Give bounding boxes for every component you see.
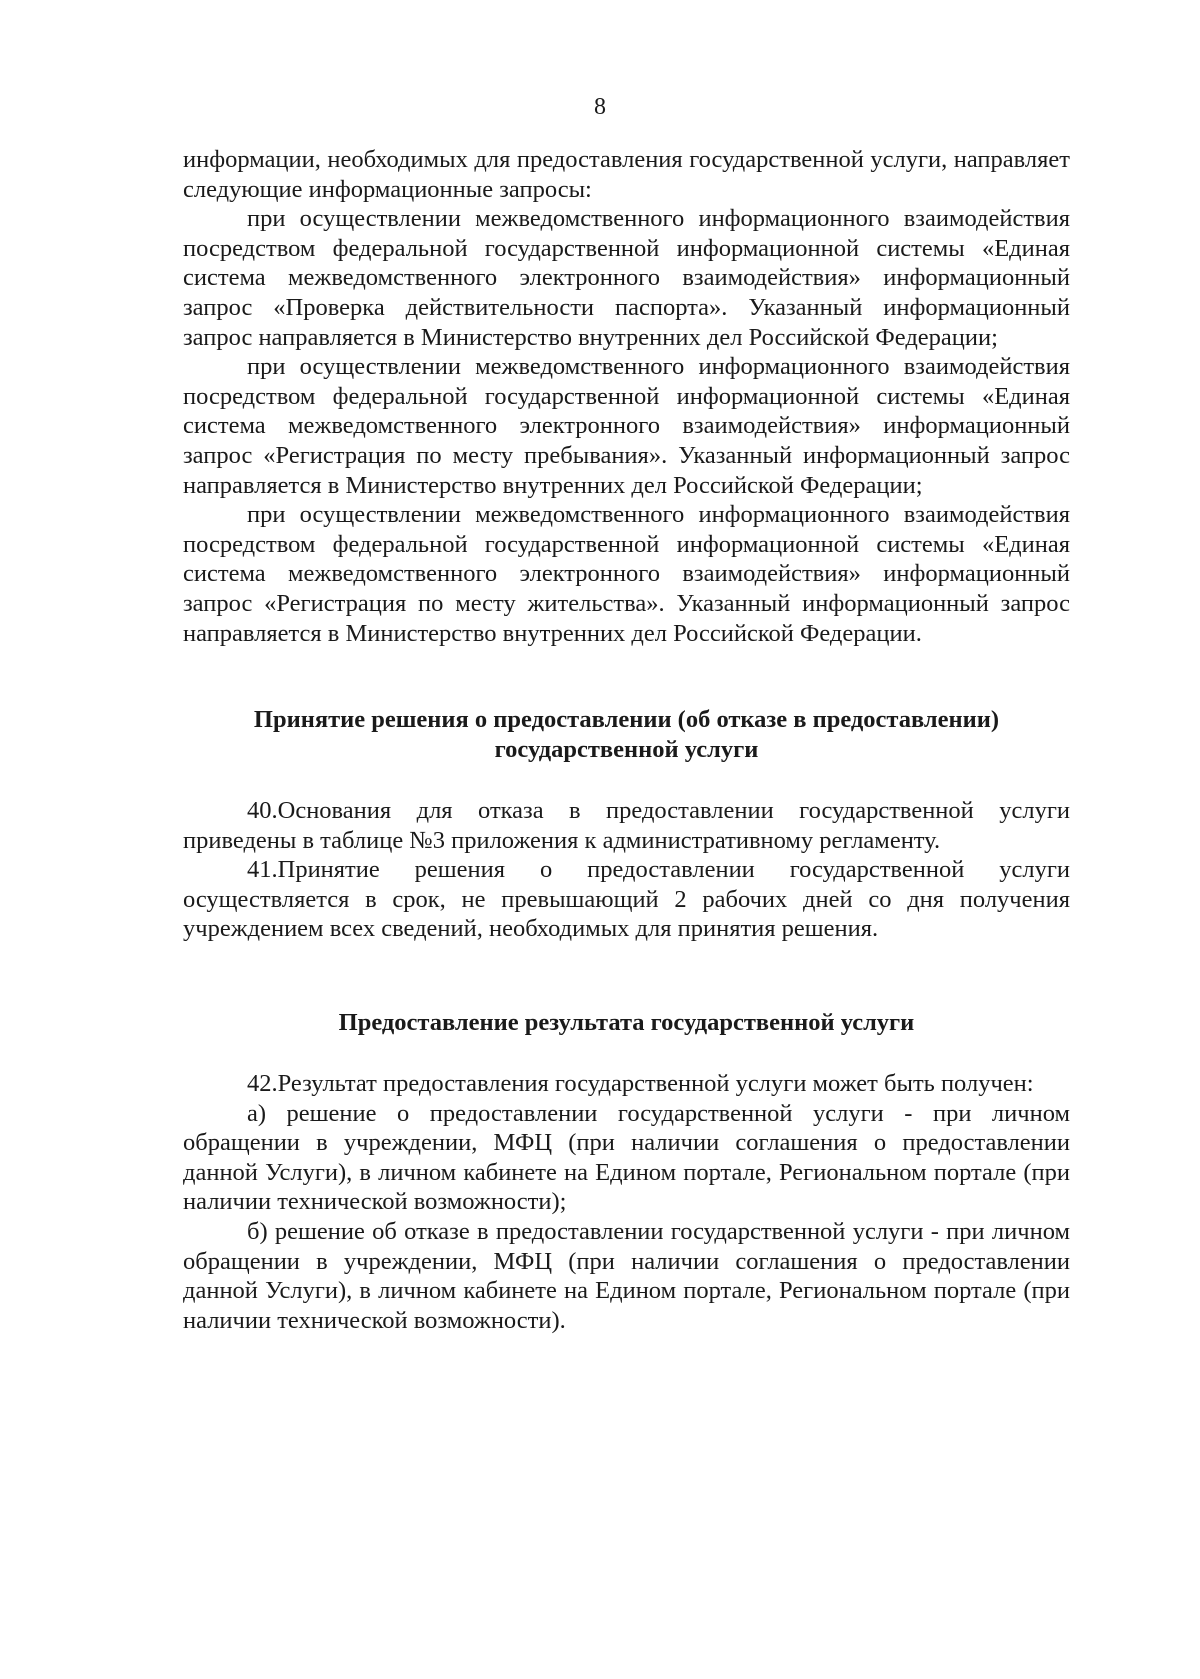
paragraph-42: 42.Результат предоставления государственной услуги может быть получен: (247, 1070, 1034, 1098)
paragraph-request-residence-registration: при осуществлении межведомственного информационного взаимодействия посредством федеральной государственной информационной системы «Единая система межведомственного электронного взаимодействия» информационный запрос «Регистрация по месту жительства». Указанный информационный запрос направляется в Министерство внутренних дел Российской Федерации. (183, 501, 1070, 647)
section-heading-decision-line2: государственной услуги (494, 736, 759, 764)
paragraph-41: 41.Принятие решения о предоставлении государственной услуги осуществляется в срок, не превышающий 2 рабочих дней со дня получения учреждением всех сведений, необходимых для принятия решения. (183, 856, 1070, 943)
section-heading-result: Предоставление результата государственной услуги (338, 1009, 915, 1037)
page-number: 8 (594, 94, 606, 120)
document-body (183, 145, 1070, 1335)
paragraph-request-stay-registration: при осуществлении межведомственного информационного взаимодействия посредством федеральной государственной информационной системы «Единая система межведомственного электронного взаимодействия» информационный запрос «Регистрация по месту пребывания». Указанный информационный запрос направляется в Министерство внутренних дел Российской Федерации; (183, 353, 1070, 499)
paragraph-42-b: б) решение об отказе в предоставлении государственной услуги - при личном обращении в учреждении, МФЦ (при наличии соглашения о предоставлении данной Услуги), в личном кабинете на Едином портале, Региональном портале (при наличии технической возможности). (183, 1218, 1070, 1334)
paragraph-continuation: информации, необходимых для предоставления государственной услуги, направляет следующие информационные запросы: (183, 146, 1070, 203)
paragraph-request-passport: при осуществлении межведомственного информационного взаимодействия посредством федеральной государственной информационной системы «Единая система межведомственного электронного взаимодействия» информационный запрос «Проверка действительности паспорта». Указанный информационный запрос направляется в Министерство внутренних дел Российской Федерации; (183, 205, 1070, 351)
section-heading-decision (183, 705, 1070, 765)
paragraph-40: 40.Основания для отказа в предоставлении государственной услуги приведены в таблице №3 приложения к административному регламенту. (183, 797, 1070, 854)
paragraph-42-a: а) решение о предоставлении государственной услуги - при личном обращении в учреждении, МФЦ (при наличии соглашения о предоставлении данной Услуги), в личном кабинете на Едином портале, Региональном портале (при наличии технической возможности); (183, 1099, 1070, 1216)
section-heading-decision-line1: Принятие решения о предоставлении (об отказе в предоставлении) (253, 706, 1000, 734)
